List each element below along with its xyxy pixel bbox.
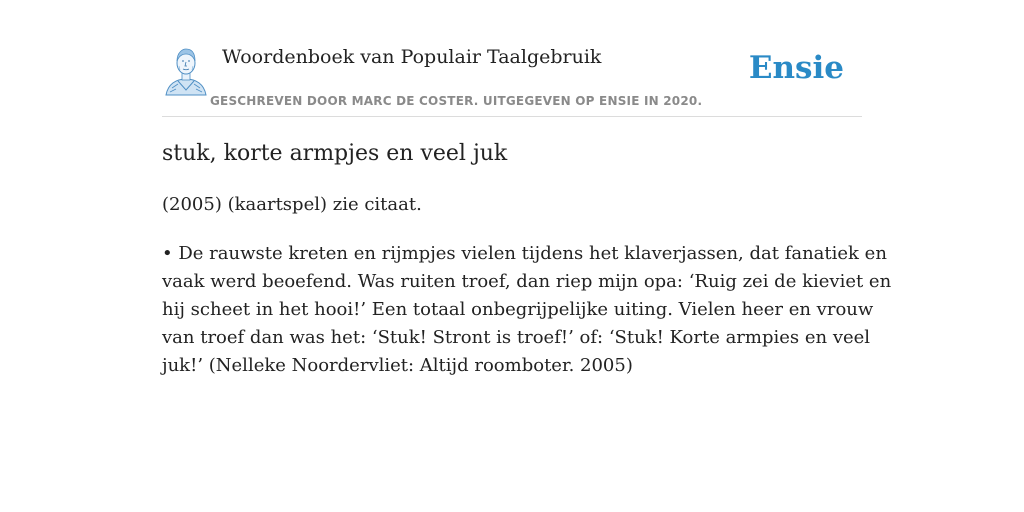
author-portrait-icon (164, 46, 208, 96)
header (162, 40, 862, 117)
quote-line: • De rauwste kreten en rijmpjes vielen tijdens het klaverjassen, dat fanatiek en (162, 243, 887, 264)
quote-line: vaak werd beoefend. Was ruiten troef, dan riep mijn opa: ‘Ruig zei de kieviet en (162, 271, 892, 292)
entry-title: stuk, korte armpjes en veel juk (162, 141, 508, 166)
entry-definition: (2005) (kaartspel) zie citaat. (162, 194, 422, 215)
brand-logo[interactable]: Ensie (748, 50, 844, 86)
book-title[interactable]: Woordenboek van Populair Taalgebruik (222, 46, 602, 68)
quote-line: juk!’ (Nelleke Noordervliet: Altijd roomboter. 2005) (162, 355, 633, 376)
quote-line: van troef dan was het: ‘Stuk! Stront is troef!’ of: ‘Stuk! Korte armpies en veel (162, 327, 871, 348)
byline: GESCHREVEN DOOR MARC DE COSTER. UITGEGEVEN OP ENSIE IN 2020. (210, 94, 703, 108)
quote-line: hij scheet in het hooi!’ Een totaal onbegrijpelijke uiting. Vielen heer en vrouw (162, 299, 874, 320)
entry-quote (162, 240, 892, 380)
